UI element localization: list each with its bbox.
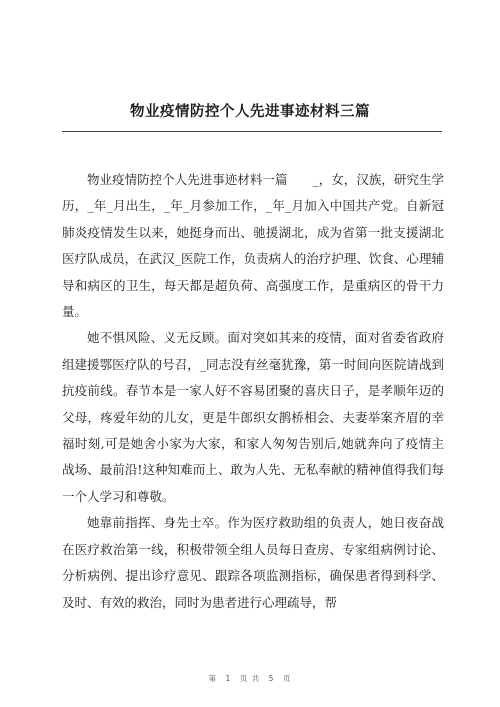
document-title: 物业疫情防控个人先进事迹材料三篇: [130, 104, 370, 120]
paragraph: 物业疫情防控个人先进事迹材料一篇 _，女，汉族，研究生学历，_年_月出生，_年_月参加工作，_年_月加入中国共产党。自新冠肺炎疫情发生以来，她挺身而出、驰援湖北，成为省第一批支援湖北医疗队成员，在武汉_医院工作，负责病人的治疗护理、饮食、心理辅导和病区的卫生，每天都是超负荷、高强度工作，是重病区的骨干力量。: [62, 172, 444, 320]
document-body: [62, 167, 444, 616]
paragraph: 她靠前指挥、身先士卒。作为医疗救助组的负责人，她日夜奋战在医疗救治第一线，积极带领全组人员每日查房、专家组病例讨论、分析病例、提出诊疗意见、跟踪各项监测指标，确保患者得到科学、及时、有效的救治，同时为患者进行心理疏导，帮: [62, 515, 444, 610]
title-divider: [62, 131, 442, 132]
page-footer: 第 1 页 共 5 页: [208, 674, 292, 683]
paragraph: 她不惧风险、义无反顾。面对突如其来的疫情，面对省委省政府组建援鄂医疗队的号召，_同志没有丝毫犹豫，第一时间向医院请战到抗疫前线。春节本是一家人好不容易团聚的喜庆日子，是孝顺年迈的父母，疼爱年幼的儿女，更是牛郎织女鹊桥相会、夫妻举案齐眉的幸福时刻,可是她舍小家为大家，和家人匆匆告别后,她就奔向了疫情主战场、最前沿!这种知难而上、敢为人先、无私奉献的精神值得我们每一个人学习和尊敬。: [62, 330, 444, 504]
